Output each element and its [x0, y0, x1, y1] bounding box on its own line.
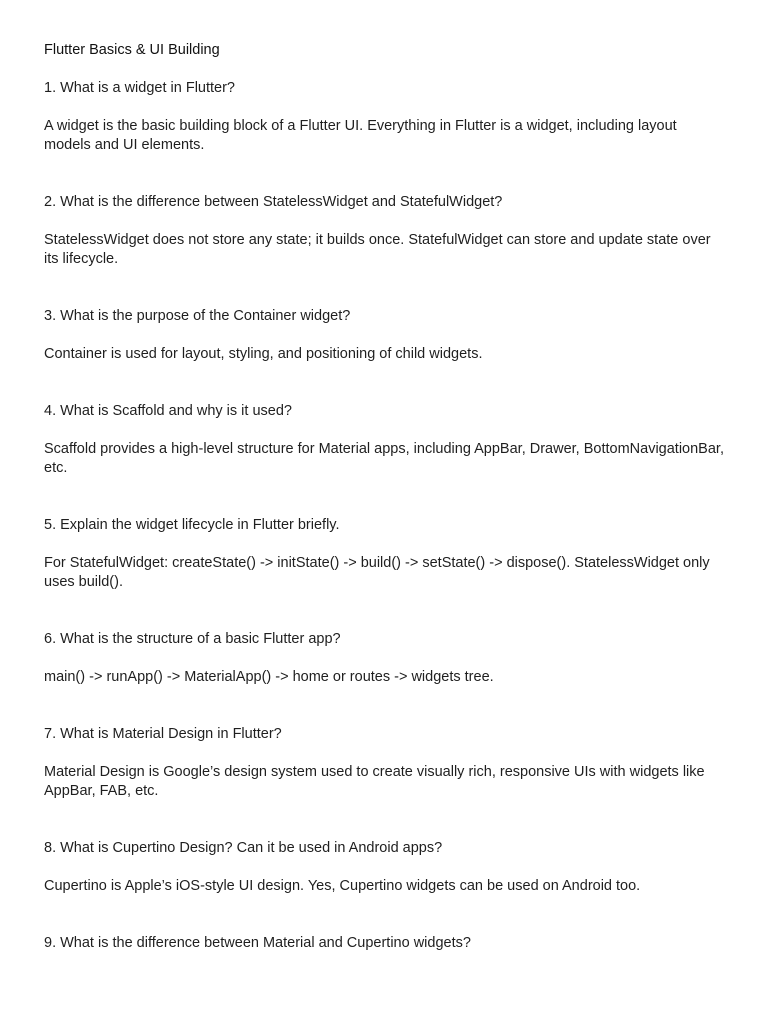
question: 6. What is the structure of a basic Flutter app?	[44, 631, 341, 647]
answer: For StatefulWidget: createState() -> initState() -> build() -> setState() -> dispose(). StatelessWidget only uses build().	[44, 555, 710, 590]
qa-item	[44, 192, 724, 269]
question: 3. What is the purpose of the Container widget?	[44, 308, 351, 324]
question: 8. What is Cupertino Design? Can it be used in Android apps?	[44, 840, 443, 856]
answer: Scaffold provides a high-level structure for Material apps, including AppBar, Drawer, BottomNavigationBar, etc.	[44, 441, 724, 476]
answer: Material Design is Google’s design system used to create visually rich, responsive UIs with widgets like AppBar, FAB, etc.	[44, 764, 705, 799]
qa-item	[44, 306, 724, 364]
qa-item	[44, 838, 724, 896]
qa-item	[44, 515, 724, 592]
question: 7. What is Material Design in Flutter?	[44, 726, 282, 742]
document-title: Flutter Basics & UI Building	[44, 42, 220, 58]
question: 5. Explain the widget lifecycle in Flutter briefly.	[44, 517, 340, 533]
question: 1. What is a widget in Flutter?	[44, 80, 235, 96]
qa-item	[44, 401, 724, 478]
question: 2. What is the difference between StatelessWidget and StatefulWidget?	[44, 194, 503, 210]
answer: A widget is the basic building block of a Flutter UI. Everything in Flutter is a widget, including layout models and UI elements.	[44, 118, 677, 153]
answer: main() -> runApp() -> MaterialApp() -> home or routes -> widgets tree.	[44, 669, 494, 685]
document-page	[44, 40, 724, 953]
qa-item	[44, 629, 724, 687]
qa-item	[44, 933, 724, 953]
qa-item	[44, 724, 724, 801]
answer: Cupertino is Apple’s iOS-style UI design. Yes, Cupertino widgets can be used on Android too.	[44, 878, 641, 894]
question: 9. What is the difference between Material and Cupertino widgets?	[44, 935, 471, 951]
qa-item	[44, 78, 724, 155]
answer: StatelessWidget does not store any state; it builds once. StatefulWidget can store and update state over its lifecycle.	[44, 232, 711, 267]
answer: Container is used for layout, styling, and positioning of child widgets.	[44, 346, 483, 362]
question: 4. What is Scaffold and why is it used?	[44, 403, 292, 419]
